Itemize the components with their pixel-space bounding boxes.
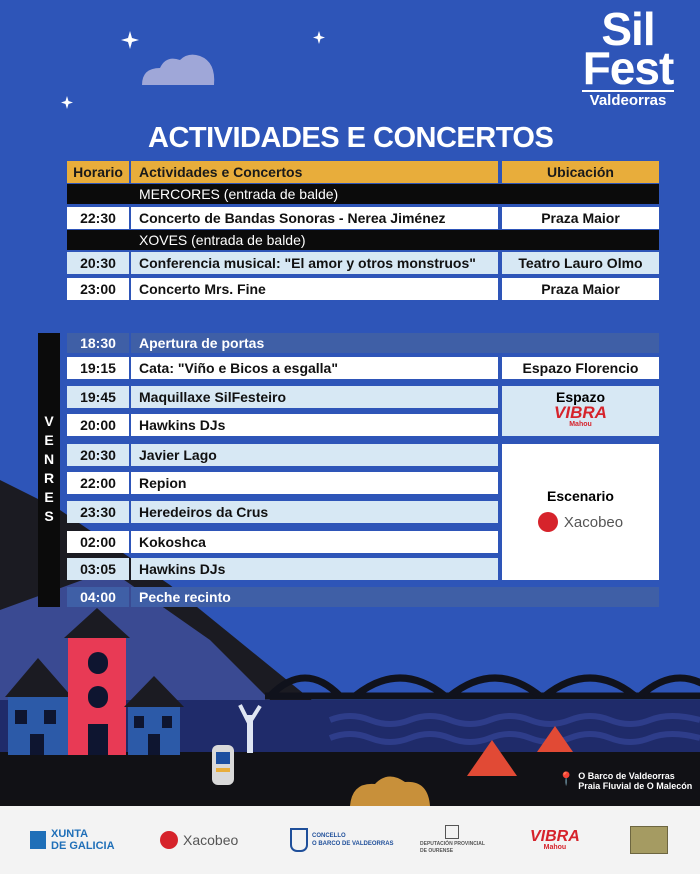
row-activity: Peche recinto — [131, 587, 659, 607]
row-time: 19:45 — [67, 386, 129, 408]
logo-line1: Sil — [601, 3, 655, 55]
row-time: 20:00 — [67, 414, 129, 436]
header-time: Horario — [67, 161, 129, 183]
row-activity: Kokoshca — [131, 531, 498, 553]
row-time: 18:30 — [67, 333, 129, 353]
row-place: Praza Maior — [502, 207, 659, 229]
row-time: 22:00 — [67, 472, 129, 494]
location-line2: Praia Fluvial de O Malecón — [578, 781, 693, 791]
sponsor-vibra-logo — [530, 820, 580, 860]
row-time: 04:00 — [67, 587, 129, 607]
row-activity: Hawkins DJs — [131, 558, 498, 580]
escenario-label: Escenario — [547, 488, 614, 504]
vibra-logo: VIBRA — [554, 403, 607, 422]
location — [558, 771, 692, 791]
day-label-venres — [38, 333, 60, 607]
valdeorras-badge-logo — [630, 820, 668, 860]
vibra-sub: Mahou — [569, 421, 592, 428]
sponsor-shell-icon — [160, 831, 178, 849]
xunta-text1: XUNTA — [51, 828, 89, 840]
row-activity: Repion — [131, 472, 498, 494]
row-activity: Cata: "Viño e Bicos a esgalla" — [131, 357, 498, 379]
logo-line2: Fest — [582, 42, 674, 94]
row-time: 23:30 — [67, 501, 129, 523]
day-header-mercores: MERCORES (entrada de balde) — [67, 184, 659, 204]
row-time: 19:15 — [67, 357, 129, 379]
cloud-icon — [142, 55, 214, 85]
header-activity: Actividades e Concertos — [131, 161, 498, 183]
escenario-cell — [502, 444, 659, 580]
bridge — [265, 678, 700, 696]
row-place: Praza Maior — [502, 278, 659, 300]
row-time: 20:30 — [67, 252, 129, 274]
milestone-icon — [212, 745, 234, 785]
deputacion-text: DEPUTACIÓN PROVINCIAL DE OURENSE — [420, 841, 485, 854]
row-activity: Concerto Mrs. Fine — [131, 278, 498, 300]
row-time: 20:30 — [67, 444, 129, 466]
location-line1: O Barco de Valdeorras — [578, 771, 675, 781]
row-time: 02:00 — [67, 531, 129, 553]
day-header-xoves: XOVES (entrada de balde) — [67, 230, 659, 250]
row-activity: Heredeiros da Crus — [131, 501, 498, 523]
valdeorras-badge-icon — [630, 826, 668, 854]
xunta-flag-icon — [30, 831, 46, 849]
sponsor-xacobeo-logo — [160, 820, 238, 860]
header-place: Ubicación — [502, 161, 659, 183]
xacobeo-shell-icon — [538, 512, 558, 532]
logo-line3: Valdeorras — [582, 90, 674, 110]
espazo-vibra-cell — [502, 386, 659, 436]
map-pin-icon: 📍 — [558, 771, 575, 786]
concello-text: CONCELLO O BARCO DE VALDEORRAS — [312, 833, 394, 847]
xunta-text2: DE GALICIA — [51, 840, 115, 852]
xunta-logo — [30, 820, 115, 860]
row-activity: Maquillaxe SilFesteiro — [131, 386, 498, 408]
row-activity: Apertura de portas — [131, 333, 659, 353]
row-place: Teatro Lauro Olmo — [502, 252, 659, 274]
row-time: 03:05 — [67, 558, 129, 580]
row-activity: Hawkins DJs — [131, 414, 498, 436]
sponsor-vibra-sub: Mahou — [543, 844, 567, 851]
row-place: Espazo Florencio — [502, 357, 659, 379]
page-title: ACTIVIDADES E CONCERTOS — [148, 122, 554, 154]
row-activity: Conferencia musical: "El amor y otros monstruos" — [131, 252, 498, 274]
concello-shield-icon — [290, 828, 308, 852]
row-time: 23:00 — [67, 278, 129, 300]
sponsor-vibra-text: VIBRA — [530, 828, 580, 845]
row-time: 22:30 — [67, 207, 129, 229]
espazo-label: Espazo — [555, 389, 605, 405]
venres-text: VENRES — [41, 413, 57, 527]
row-activity: Concerto de Bandas Sonoras - Nerea Jiménez — [131, 207, 498, 229]
deputacion-crest-icon — [445, 825, 459, 839]
sponsor-xacobeo-text: Xacobeo — [183, 832, 239, 848]
concello-logo — [290, 820, 394, 860]
silfest-logo — [578, 3, 678, 110]
row-activity: Javier Lago — [131, 444, 498, 466]
xacobeo-logo: Xacobeo — [563, 513, 624, 531]
deputacion-logo — [420, 820, 485, 860]
